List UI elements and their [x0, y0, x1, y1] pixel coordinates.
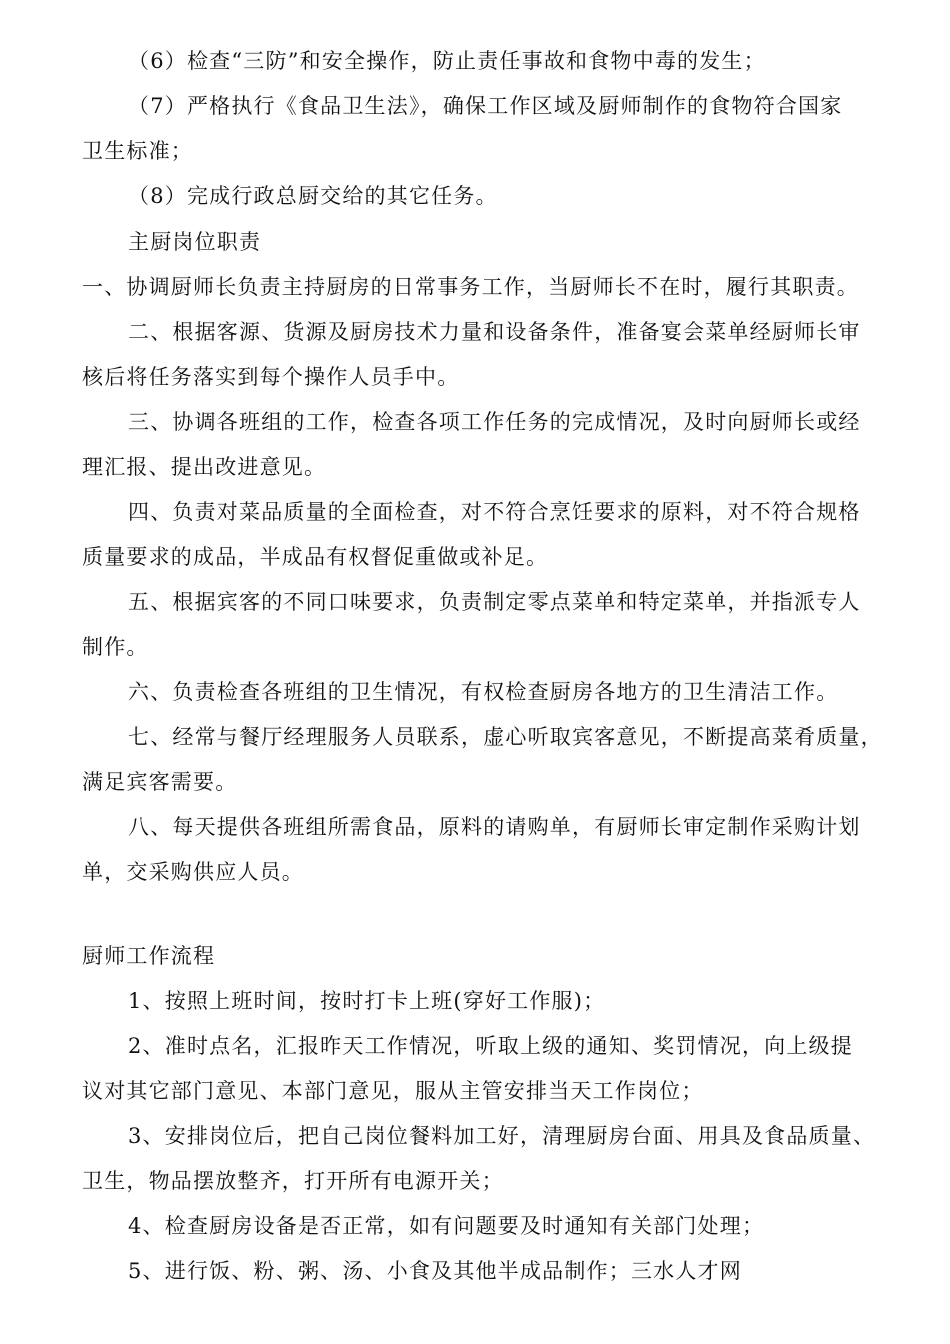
section-title-head-chef: 主厨岗位职责 [128, 230, 262, 254]
duty-2-line-2: 核后将任务落实到每个操作人员手中。 [82, 365, 460, 389]
duty-1-line: 一、协调厨师长负责主持厨房的日常事务工作，当厨师长不在时，履行其职责。 [82, 275, 859, 299]
duty-4-line-2: 质量要求的成品，半成品有权督促重做或补足。 [82, 545, 549, 569]
duty-2-line-1: 二、根据客源、货源及厨房技术力量和设备条件，准备宴会菜单经厨师长审 [128, 320, 861, 344]
duty-6-line: 六、负责检查各班组的卫生情况，有权检查厨房各地方的卫生清洁工作。 [128, 680, 839, 704]
item-7-line-2: 卫生标准； [82, 139, 193, 163]
duty-5-line-1: 五、根据宾客的不同口味要求，负责制定零点菜单和特定菜单，并指派专人 [128, 590, 861, 614]
item-8-line: （8）完成行政总厨交给的其它任务。 [128, 184, 498, 208]
workflow-3-line-2: 卫生，物品摆放整齐，打开所有电源开关； [82, 1169, 504, 1193]
duty-7-line-2: 满足宾客需要。 [82, 770, 238, 794]
duty-8-line-2: 单，交采购供应人员。 [82, 860, 304, 884]
workflow-2-line-2: 议对其它部门意见、本部门意见，服从主管安排当天工作岗位； [82, 1079, 704, 1103]
section-title-workflow: 厨师工作流程 [82, 944, 216, 968]
item-7-line-1: （7）严格执行《食品卫生法》，确保工作区域及厨师制作的食物符合国家 [128, 94, 843, 118]
item-6-line: （6）检查“三防”和安全操作，防止责任事故和食物中毒的发生； [128, 49, 766, 73]
duty-4-line-1: 四、负责对菜品质量的全面检查，对不符合烹饪要求的原料，对不符合规格 [128, 500, 861, 524]
duty-5-line-2: 制作。 [82, 635, 149, 659]
duty-8-line-1: 八、每天提供各班组所需食品，原料的请购单，有厨师长审定制作采购计划 [128, 815, 861, 839]
workflow-2-line-1: 2、准时点名，汇报昨天工作情况，听取上级的通知、奖罚情况，向上级提 [128, 1034, 853, 1058]
workflow-1-line: 1、按照上班时间，按时打卡上班(穿好工作服)； [128, 989, 606, 1013]
workflow-4-line: 4、检查厨房设备是否正常，如有问题要及时通知有关部门处理； [128, 1214, 765, 1238]
duty-7-line-1: 七、经常与餐厅经理服务人员联系，虚心听取宾客意见，不断提高菜肴质量， [128, 725, 883, 749]
workflow-5-line: 5、进行饭、粉、粥、汤、小食及其他半成品制作；三水人才网 [128, 1259, 742, 1283]
duty-3-line-1: 三、协调各班组的工作，检查各项工作任务的完成情况，及时向厨师长或经 [128, 410, 861, 434]
duty-3-line-2: 理汇报、提出改进意见。 [82, 455, 327, 479]
workflow-3-line-1: 3、安排岗位后，把自己岗位餐料加工好，清理厨房台面、用具及食品质量、 [128, 1124, 876, 1148]
